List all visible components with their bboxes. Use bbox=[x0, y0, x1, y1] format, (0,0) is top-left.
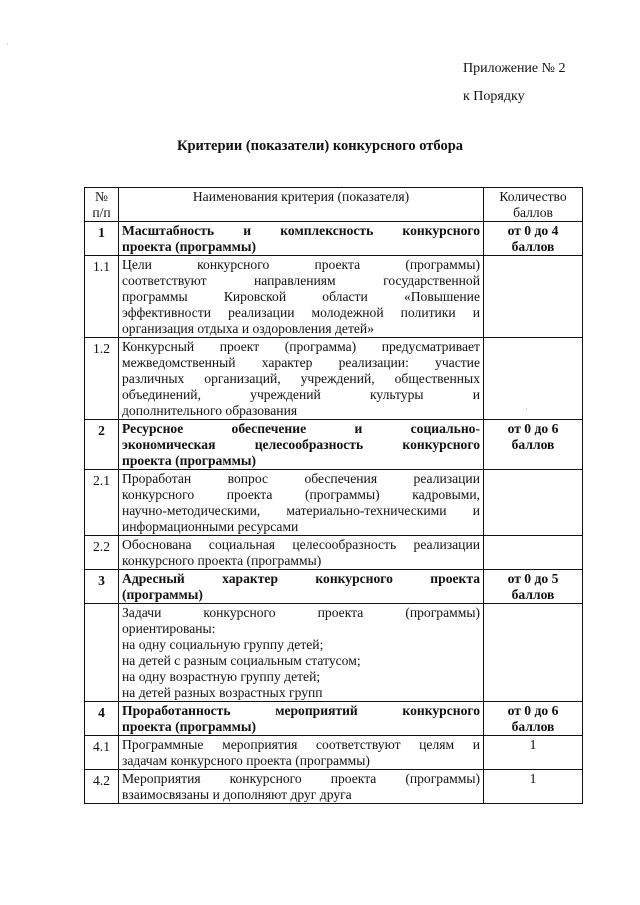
criterion-text bbox=[119, 702, 484, 736]
criterion-text-line: Проработан вопрос обеспечения реализации bbox=[122, 471, 480, 486]
criterion-text-line: экономическая целесообразность конкурсного bbox=[122, 437, 480, 452]
criterion-row bbox=[85, 256, 583, 338]
criterion-points bbox=[484, 420, 583, 470]
criterion-points bbox=[484, 256, 583, 338]
criterion-text-line: программы Кировской области «Повышение bbox=[122, 289, 480, 304]
scan-speck: · bbox=[6, 40, 9, 49]
criterion-points bbox=[484, 222, 583, 256]
criterion-text-line: задачам конкурсного проекта (программы) bbox=[122, 753, 370, 768]
criterion-points bbox=[484, 702, 583, 736]
criterion-text-line: проекта (программы) bbox=[122, 719, 256, 734]
criterion-text-line: Конкурсный проект (программа) предусматривает bbox=[122, 339, 480, 354]
criterion-number: 1.1 bbox=[85, 256, 119, 338]
criterion-text-line: организация отдыха и оздоровления детей» bbox=[122, 321, 374, 336]
criterion-text-line: (программы) bbox=[122, 587, 203, 602]
criterion-number bbox=[85, 604, 119, 702]
criterion-section-row bbox=[85, 222, 583, 256]
criterion-points bbox=[484, 770, 583, 804]
points-line: 1 bbox=[529, 771, 537, 786]
criterion-text bbox=[119, 536, 484, 570]
criterion-text-line: объединений, учреждений культуры и bbox=[122, 387, 480, 402]
document-title: Критерии (показатели) конкурсного отбора bbox=[176, 138, 464, 154]
criterion-points bbox=[484, 338, 583, 420]
criterion-number: 4 bbox=[85, 702, 119, 736]
criterion-number: 4.1 bbox=[85, 736, 119, 770]
criterion-text bbox=[119, 420, 484, 470]
criterion-text-line: Задачи конкурсного проекта (программы) bbox=[122, 605, 480, 620]
criterion-row bbox=[85, 770, 583, 804]
points-line: от 0 до 5 bbox=[507, 571, 559, 586]
criterion-text-line: взаимосвязаны и дополняют друг друга bbox=[122, 787, 352, 802]
criterion-points bbox=[484, 736, 583, 770]
criterion-text-line: межведомственный характер реализации: участие bbox=[122, 355, 480, 370]
criteria-table bbox=[84, 187, 583, 804]
points-line: 1 bbox=[529, 737, 537, 752]
criterion-points bbox=[484, 536, 583, 570]
criterion-text bbox=[119, 604, 484, 702]
points-line: баллов bbox=[511, 719, 555, 734]
criterion-text bbox=[119, 570, 484, 604]
criterion-row bbox=[85, 470, 583, 536]
criterion-text-line: Адресный характер конкурсного проекта bbox=[122, 571, 480, 586]
criterion-row bbox=[85, 736, 583, 770]
criterion-number: 2 bbox=[85, 420, 119, 470]
criterion-text-line: конкурсного проекта (программы) кадровыми, bbox=[122, 487, 480, 502]
criterion-text-line: Масштабность и комплексность конкурсного bbox=[122, 223, 480, 238]
criterion-text-line: Мероприятия конкурсного проекта (программы) bbox=[122, 771, 480, 786]
criterion-text-line: на детей разных возрастных групп bbox=[122, 685, 323, 700]
points-line: от 0 до 6 bbox=[507, 703, 559, 718]
criterion-text bbox=[119, 470, 484, 536]
criterion-points bbox=[484, 604, 583, 702]
table-header-row bbox=[85, 188, 583, 222]
criterion-number: 4.2 bbox=[85, 770, 119, 804]
criterion-number: 2.1 bbox=[85, 470, 119, 536]
criterion-text-line: различных организаций, учреждений, общественных bbox=[122, 371, 480, 386]
criterion-text-line: эффективности реализации молодежной политики и bbox=[122, 305, 480, 320]
header-num: № п/п bbox=[85, 188, 119, 222]
criterion-text-line: Ресурсное обеспечение и социально- bbox=[122, 421, 480, 436]
criterion-text-line: ориентированы: bbox=[122, 621, 216, 636]
criterion-text-line: проекта (программы) bbox=[122, 239, 256, 254]
criterion-row bbox=[85, 536, 583, 570]
criterion-points bbox=[484, 470, 583, 536]
appendix-label: Приложение № 2 bbox=[463, 61, 566, 76]
criterion-row bbox=[85, 338, 583, 420]
criterion-points bbox=[484, 570, 583, 604]
header-points: Количество баллов bbox=[484, 188, 583, 222]
criterion-text-line: Обоснована социальная целесообразность реализации bbox=[122, 537, 480, 552]
criterion-text-line: Программные мероприятия соответствуют целям и bbox=[122, 737, 480, 752]
criterion-number: 3 bbox=[85, 570, 119, 604]
to-order-label: к Порядку bbox=[463, 89, 525, 104]
criterion-text-line: проекта (программы) bbox=[122, 453, 256, 468]
criterion-row bbox=[85, 604, 583, 702]
points-line: баллов bbox=[511, 239, 555, 254]
criterion-text-line: Проработанность мероприятий конкурсного bbox=[122, 703, 480, 718]
criterion-text bbox=[119, 338, 484, 420]
criterion-text bbox=[119, 736, 484, 770]
criterion-text bbox=[119, 256, 484, 338]
criterion-text-line: конкурсного проекта (программы) bbox=[122, 553, 322, 568]
criterion-text-line: информационными ресурсами bbox=[122, 519, 299, 534]
points-line: от 0 до 4 bbox=[507, 223, 559, 238]
criterion-text-line: на одну возрастную группу детей; bbox=[122, 669, 321, 684]
criterion-text-line: Цели конкурсного проекта (программы) bbox=[122, 257, 480, 272]
criterion-number: 1 bbox=[85, 222, 119, 256]
criterion-text bbox=[119, 770, 484, 804]
points-line: баллов bbox=[511, 587, 555, 602]
criterion-text-line: научно-методическими, материально-техническими и bbox=[122, 503, 480, 518]
criterion-section-row bbox=[85, 420, 583, 470]
criterion-section-row bbox=[85, 570, 583, 604]
criterion-text-line: соответствуют направлениям государственной bbox=[122, 273, 480, 288]
header-name: Наименования критерия (показателя) bbox=[119, 188, 484, 222]
criterion-number: 1.2 bbox=[85, 338, 119, 420]
criterion-text bbox=[119, 222, 484, 256]
criterion-text-line: на детей с разным социальным статусом; bbox=[122, 653, 361, 668]
criterion-text-line: дополнительного образования bbox=[122, 403, 298, 418]
criterion-number: 2.2 bbox=[85, 536, 119, 570]
criterion-text-line: на одну социальную группу детей; bbox=[122, 637, 324, 652]
criterion-section-row bbox=[85, 702, 583, 736]
points-line: баллов bbox=[511, 437, 555, 452]
scan-speck: · bbox=[525, 405, 528, 414]
points-line: от 0 до 6 bbox=[507, 421, 559, 436]
